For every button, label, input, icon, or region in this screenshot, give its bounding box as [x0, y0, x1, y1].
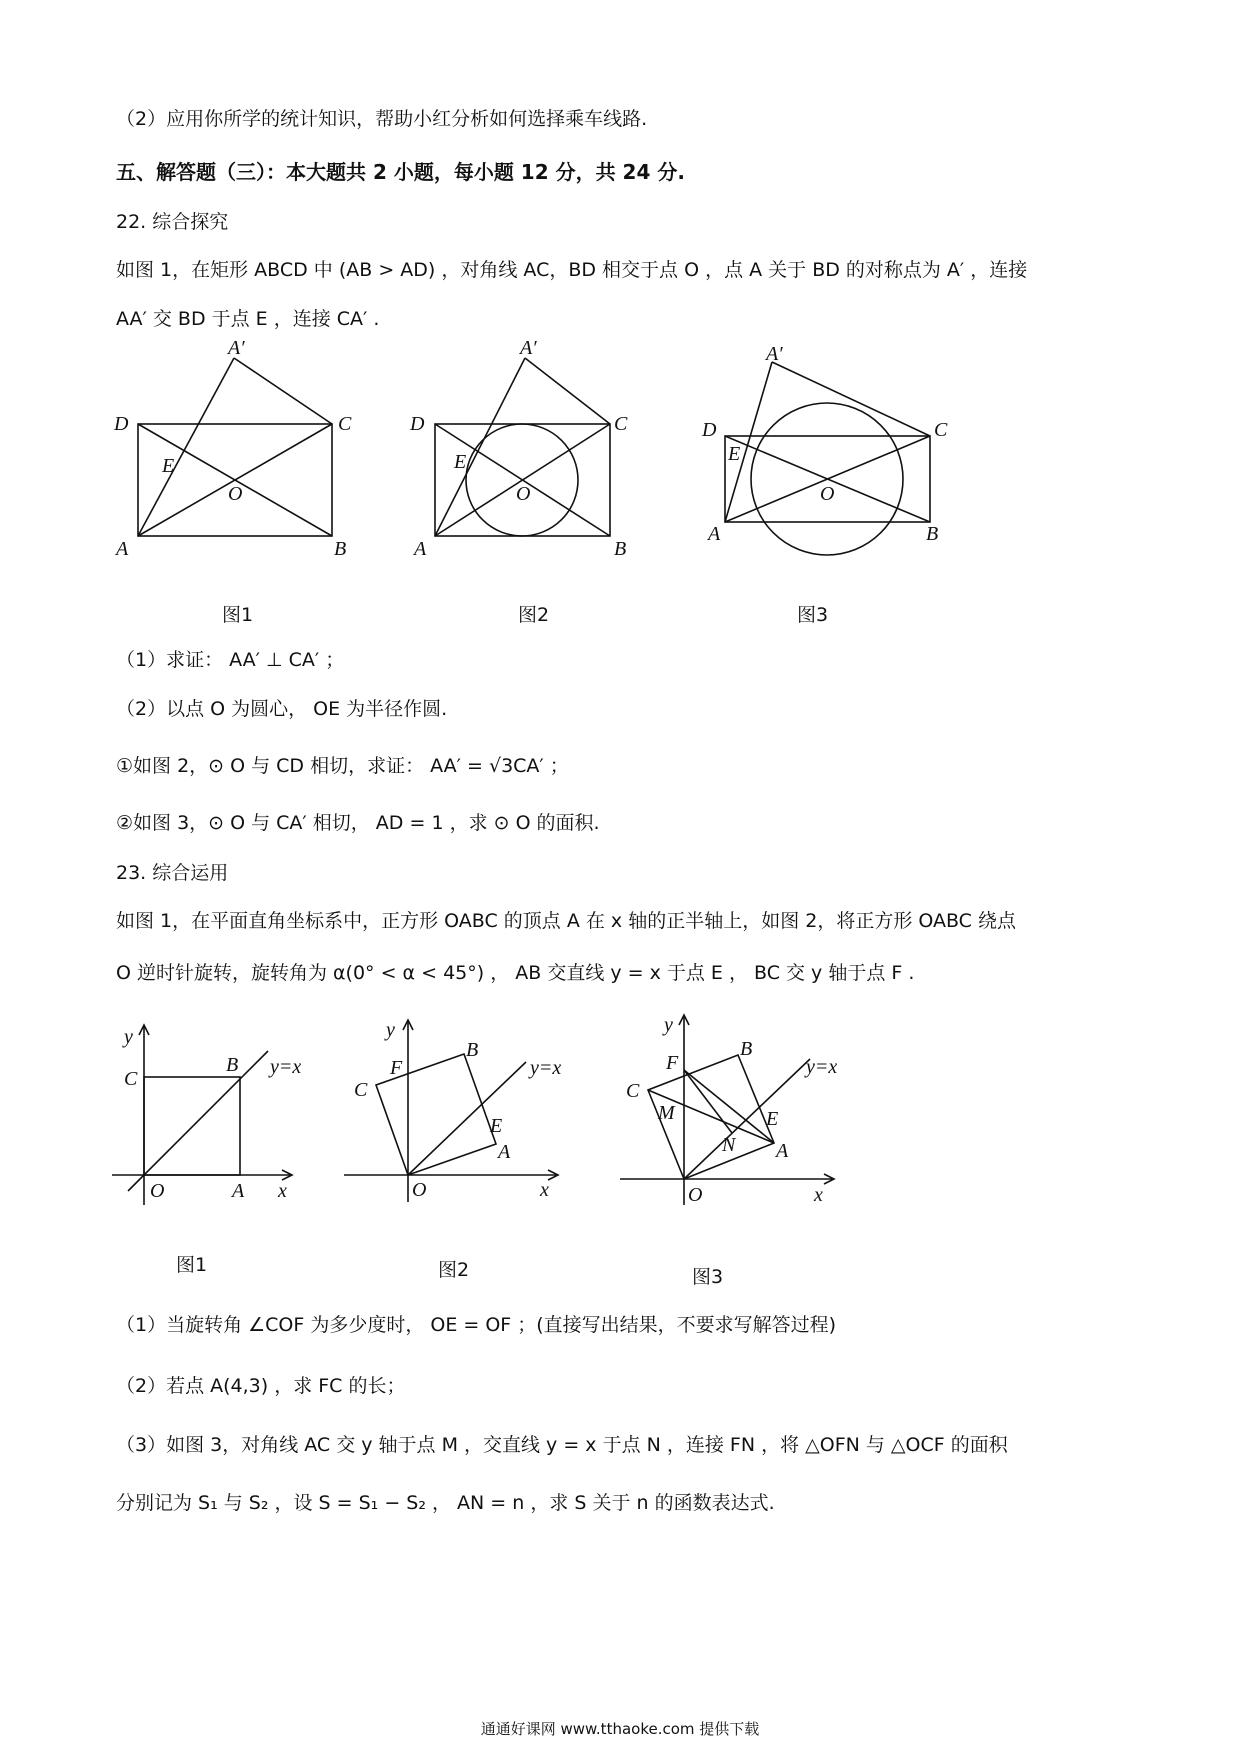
fig3-label-a: A — [708, 523, 721, 545]
q23fig1-label-yx: y=x — [270, 1056, 302, 1078]
q22-figure-1 — [110, 337, 370, 564]
section-5-heading: 五、解答题（三）：本大题共 2 小题，每小题 12 分，共 24 分. — [116, 160, 685, 184]
q23fig3-label-a: A — [776, 1140, 789, 1162]
fig2-label-c: C — [614, 413, 628, 435]
q23fig3-label-m: M — [658, 1102, 675, 1124]
q23fig2-label-x: x — [540, 1179, 549, 1201]
fig2-label-e: E — [454, 451, 467, 473]
q22-caption-2: 图2 — [518, 604, 550, 626]
fig3-label-e: E — [728, 443, 741, 465]
q23-figure-3 — [610, 1005, 860, 1219]
q23-stem-line2: O 逆时针旋转，旋转角为 α(0° < α < 45°) ， AB 交直线 y = x 于点 E ， BC 交 y 轴于点 F . — [116, 962, 915, 984]
q23fig2-label-y: y — [386, 1019, 395, 1041]
fig2-label-b: B — [614, 538, 627, 560]
q23-caption-2: 图2 — [438, 1259, 470, 1281]
fig3-label-b: B — [926, 523, 939, 545]
fig1-label-d: D — [114, 413, 129, 435]
q23fig2-label-a: A — [498, 1141, 511, 1163]
fig1-label-aprime: A′ — [228, 337, 245, 359]
page-footer: 通通好课网 www.tthaoke.com 提供下载 — [480, 1720, 760, 1738]
fig2-label-o: O — [516, 483, 531, 505]
fig3-label-aprime: A′ — [766, 343, 783, 365]
q23fig2-label-b: B — [466, 1039, 479, 1061]
q23-part3-line1: （3）如图 3，对角线 AC 交 y 轴于点 M ，交直线 y = x 于点 N ，连接 FN ，将 △OFN 与 △OCF 的面积 — [116, 1434, 1008, 1456]
q23fig3-label-o: O — [688, 1184, 703, 1206]
q23fig3-label-n: N — [722, 1134, 736, 1156]
q22-stem-line1: 如图 1，在矩形 ABCD 中 (AB > AD) ，对角线 AC，BD 相交于点 O ，点 A 关于 BD 的对称点为 A′ ，连接 — [116, 259, 1028, 281]
q22-part1: （1）求证： AA′ ⊥ CA′ ； — [116, 649, 345, 671]
q22-stem-line2: AA′ 交 BD 于点 E ，连接 CA′ . — [116, 308, 380, 330]
q22-caption-1: 图1 — [222, 604, 254, 626]
q23fig2-label-e: E — [490, 1115, 503, 1137]
fig1-label-a: A — [116, 538, 129, 560]
q23fig3-label-yx: y=x — [806, 1056, 838, 1078]
q22-part2b: ②如图 3，⊙ O 与 CA′ 相切， AD = 1 ，求 ⊙ O 的面积. — [116, 812, 600, 834]
fig3-label-c: C — [934, 419, 948, 441]
q23-caption-1: 图1 — [176, 1254, 208, 1276]
q23fig3-label-e: E — [766, 1108, 779, 1130]
q22-part2: （2）以点 O 为圆心， OE 为半径作圆. — [116, 698, 448, 720]
q22-title: 22. 综合探究 — [116, 211, 229, 233]
q23-caption-3: 图3 — [692, 1266, 724, 1288]
q23fig2-label-c: C — [354, 1079, 368, 1101]
q23-figure-2 — [340, 1010, 580, 1214]
fig3-label-o: O — [820, 483, 835, 505]
q22-figure-3 — [700, 340, 960, 564]
q22-caption-3: 图3 — [797, 604, 829, 626]
q23fig1-label-c: C — [124, 1068, 138, 1090]
fig1-label-b: B — [334, 538, 347, 560]
q23fig1-label-b: B — [226, 1054, 239, 1076]
fig1-label-e: E — [162, 455, 175, 477]
q23-figure-1 — [110, 1015, 330, 1219]
q23-stem-line1: 如图 1，在平面直角坐标系中，正方形 OABC 的顶点 A 在 x 轴的正半轴上，如图 2，将正方形 OABC 绕点 — [116, 910, 1016, 932]
q23fig3-label-y: y — [664, 1014, 673, 1036]
q23fig3-label-c: C — [626, 1080, 640, 1102]
q22-part2a: ①如图 2，⊙ O 与 CD 相切，求证： AA′ = √3CA′ ； — [116, 755, 569, 777]
q22-figure-2 — [410, 337, 660, 564]
q23fig3-label-x: x — [814, 1184, 823, 1206]
q23fig1-label-a: A — [232, 1180, 245, 1202]
q21-part2: （2）应用你所学的统计知识，帮助小红分析如何选择乘车线路. — [116, 108, 648, 130]
fig2-label-aprime: A′ — [520, 337, 537, 359]
fig2-label-a: A — [414, 538, 427, 560]
q23-part2: （2）若点 A(4,3) ，求 FC 的长； — [116, 1375, 406, 1397]
q23fig1-label-y: y — [124, 1026, 133, 1048]
q23fig2-label-o: O — [412, 1179, 427, 1201]
q23-part1: （1）当旋转角 ∠COF 为多少度时， OE = OF ；(直接写出结果，不要求写解答过程) — [116, 1314, 837, 1336]
fig1-label-o: O — [228, 483, 243, 505]
q23fig1-label-o: O — [150, 1180, 165, 1202]
q23-part3-line2: 分别记为 S₁ 与 S₂ ，设 S = S₁ − S₂ ， AN = n ，求 S 关于 n 的函数表达式. — [116, 1492, 775, 1514]
fig3-label-d: D — [702, 419, 717, 441]
q23fig2-label-yx: y=x — [530, 1057, 562, 1079]
q23fig3-label-b: B — [740, 1038, 753, 1060]
fig2-label-d: D — [410, 413, 425, 435]
q23fig1-label-x: x — [278, 1180, 287, 1202]
q23fig3-label-f: F — [666, 1052, 679, 1074]
q23fig2-label-f: F — [390, 1057, 403, 1079]
q23-title: 23. 综合运用 — [116, 862, 229, 884]
fig1-label-c: C — [338, 413, 352, 435]
